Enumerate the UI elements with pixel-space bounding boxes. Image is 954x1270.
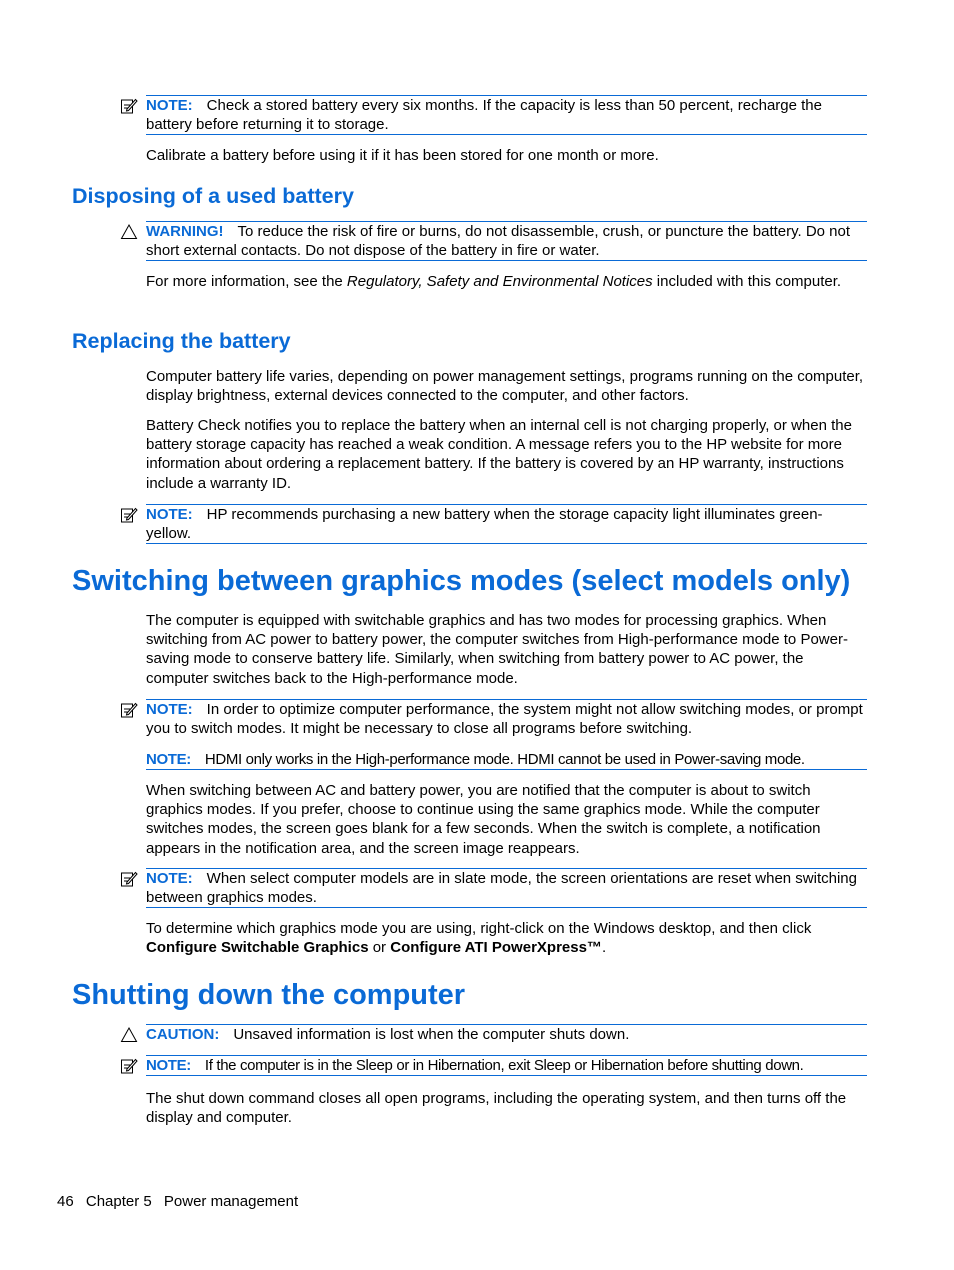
note-text: When select computer models are in slate mode, the screen orientations are reset when switching between graphics modes. [146,870,857,907]
note-icon [120,870,138,888]
text-run: . [601,939,607,957]
warning-label: WARNING! [146,223,224,240]
section-heading: Replacing the battery [72,329,291,353]
note-text: Check a stored battery every six months. If the capacity is less than 50 percent, recharge the battery before returning it to storage. [146,97,822,134]
note-label: NOTE: [146,701,193,718]
note-label: NOTE: [146,1057,191,1074]
note-text: HP recommends purchasing a new battery when the storage capacity light illuminates green-yellow. [146,506,823,543]
note-label: NOTE: [146,97,193,114]
caution-text: Unsaved information is lost when the computer shuts down. [233,1026,630,1043]
warning-text: To reduce the risk of fire or burns, do not disassemble, crush, or puncture the battery. Do not short external contacts. Do not dispose of the battery in fire or water. [146,223,851,260]
text-run: To determine which graphics mode you are using, right-click on the Windows desktop, and then click [146,920,812,937]
note-text: HDMI only works in the High-performance mode. HDMI cannot be used in Power-saving mode. [204,751,805,768]
section-heading: Disposing of a used battery [72,184,354,208]
note-callout [146,1055,867,1076]
chapter-heading: Switching between graphics modes (select models only) [72,565,851,597]
note-callout [146,95,867,135]
page-number: 46 [57,1193,74,1210]
note-label: NOTE: [146,870,193,887]
note-text: In order to optimize computer performance, the system might not allow switching modes, or prompt you to switch modes. It might be necessary to close all programs before switching. [146,701,863,738]
warning-icon [120,223,138,241]
warning-callout [146,221,867,261]
chapter-label: Chapter 5 [85,1193,152,1210]
paragraph: Calibrate a battery before using it if it has been stored for one month or more. [146,147,659,164]
paragraph: The shut down command closes all open programs, including the operating system, and then turns off the display and computer. [146,1090,847,1127]
caution-icon [120,1026,138,1044]
text-run: or [368,939,391,957]
page-footer [57,1192,306,1212]
note-icon [120,701,138,719]
caution-callout [146,1024,867,1044]
note-callout [146,750,867,770]
paragraph [146,272,867,291]
paragraph [146,919,867,957]
note-callout [146,868,867,908]
note-callout [146,699,867,738]
paragraph: Battery Check notifies you to replace the battery when an internal cell is not charging properly, or when the battery storage capacity has reached a weak condition. A message refers you to the HP website for more information about ordering a replacement battery. If the battery is covered by an HP warranty, instructions include a warranty ID. [146,417,852,492]
text-run: included with this computer. [652,273,842,290]
menu-command: Configure ATI PowerXpress™ [390,939,602,957]
menu-command: Configure Switchable Graphics [146,939,369,957]
note-icon [120,97,138,115]
note-callout [146,504,867,544]
note-label: NOTE: [146,506,193,523]
paragraph: The computer is equipped with switchable graphics and has two modes for processing graphics. When switching from AC power to battery power, the computer switches from High-performance mode to Power-saving mode to conserve battery life. Similarly, when switching from battery power to AC power, the computer switches back to the High-performance mode. [146,612,848,687]
document-title: Regulatory, Safety and Environmental Notices [346,273,653,290]
text-run: For more information, see the [146,273,347,290]
note-icon [120,506,138,524]
caution-label: CAUTION: [146,1026,220,1043]
chapter-heading: Shutting down the computer [72,979,466,1011]
note-label: NOTE: [146,751,191,768]
paragraph: When switching between AC and battery power, you are notified that the computer is about to switch graphics modes. If you prefer, choose to continue using the same graphics mode. While the computer switches modes, the screen goes blank for a few seconds. When the switch is complete, a notification appears in the notification area, and the screen image reappears. [146,782,821,857]
note-icon [120,1057,138,1075]
chapter-title: Power management [163,1193,299,1210]
paragraph: Computer battery life varies, depending on power management settings, programs running on the computer, display brightness, external devices connected to the computer, and other factors. [146,368,864,405]
note-text: If the computer is in the Sleep or in Hibernation, exit Sleep or Hibernation before shutting down. [204,1057,804,1074]
